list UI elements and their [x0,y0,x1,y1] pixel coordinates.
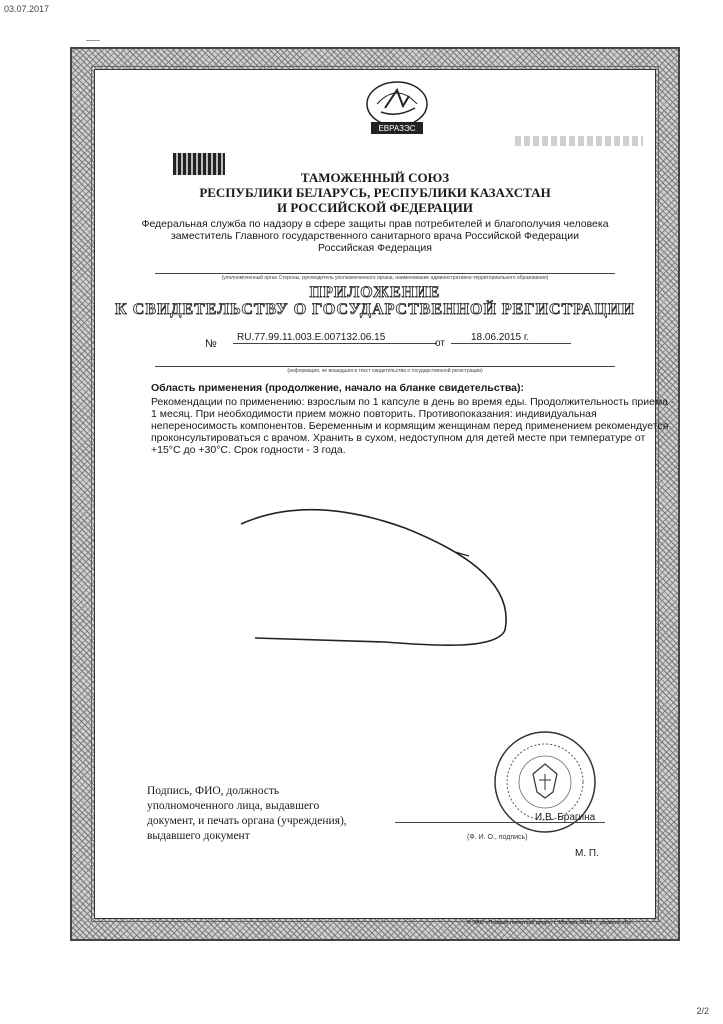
scope-heading: Область применения (продолжение, начало на бланке свидетельства): [151,382,524,394]
page-number: 2/2 [696,1006,709,1016]
authority-block [95,218,655,254]
authority-line: заместитель Главного государственного санитарного врача Российской Федерации [170,230,580,242]
signatory-name: И.В. Брагина [535,812,596,823]
scope-body: Рекомендации по применению: взрослым по 1 капсуле в день во время еды. Продолжительность приема - 1 месяц. При необходимости прием можно повторить. Противопоказания: индивидуальная непереносимость компонентов. Беременным и кормящим женщинам перед применением рекомендуется проконсультироваться с врачом. Хранить в сухом, недоступном для детей месте при температуре от +15°С до +30°С. Срок годности - 3 года. [151,396,675,456]
document-title-line: К СВИДЕТЕЛЬСТВУ О ГОСУДАРСТВЕННОЙ РЕГИСТРАЦИИ [115,301,635,318]
signature-label: Подпись, ФИО, должность уполномоченного лица, выдавшего документ, и печать органа (учреждения), выдавшего документ [147,785,347,842]
printer-imprint: © ЗАО «Первый печатный двор», г. Москва, 2015 г., уровень «Б». [467,920,634,926]
header-title-line: РЕСПУБЛИКИ БЕЛАРУСЬ, РЕСПУБЛИКИ КАЗАХСТАН [199,185,551,200]
top-mark [86,40,100,41]
scan-smudge [515,136,643,146]
registration-number: RU.77.99.11.003.Е.007132.06.15 [233,332,437,344]
authority-line: Российская Федерация [318,242,432,254]
registration-from-label: от [435,338,445,349]
document-title-line: ПРИЛОЖЕНИЕ [309,284,441,301]
seal-place-label: М. П. [575,848,599,859]
document-title [95,284,655,318]
certificate-body [94,69,675,926]
registration-no-label: № [205,338,217,350]
authority-underline [155,273,615,274]
print-date: 03.07.2017 [4,4,50,14]
authority-caption: (уполномоченный орган Стороны, руководитель уполномоченного органа, наименование административно-территориального образования) [221,275,549,281]
header-title-line: ТАМОЖЕННЫЙ СОЮЗ [300,170,450,185]
fio-caption: (Ф. И. О., подпись) [467,834,528,841]
header-title [95,170,655,215]
registration-date: 18.06.2015 г. [451,332,571,344]
eurasec-logo-icon [357,78,437,136]
certificate-frame [70,47,680,941]
authority-line: Федеральная служба по надзору в сфере защиты прав потребителей и благополучия человека [141,218,609,230]
header-title-line: И РОССИЙСКОЙ ФЕДЕРАЦИИ [277,200,473,215]
info-underline [155,366,615,367]
logo-text: ЕВРАЗЭС [378,124,416,133]
z-strike-through [235,500,565,660]
info-caption: (информация, не вошедшая в текст свидетельства о государственной регистрации) [287,368,483,374]
